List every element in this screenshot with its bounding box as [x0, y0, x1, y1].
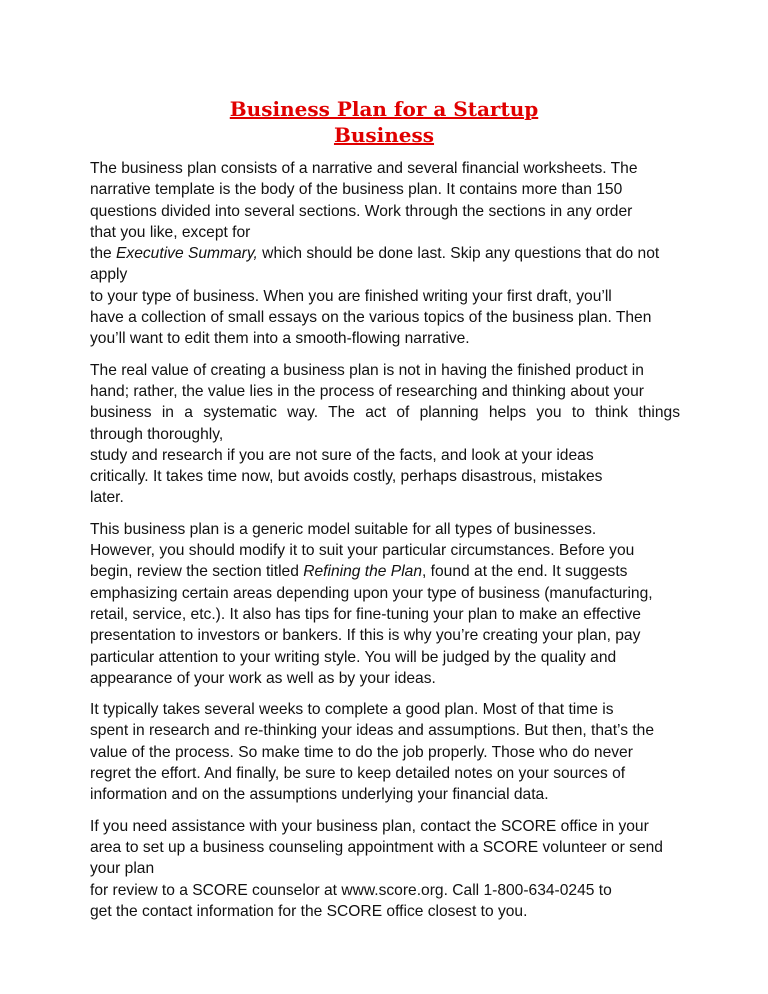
page-title [0, 96, 768, 148]
emphasis-executive-summary: Executive Summary, [116, 245, 258, 263]
document-body [90, 158, 680, 932]
text-run: , found at the end. It suggests [422, 563, 628, 581]
paragraph-line [90, 561, 680, 582]
paragraph-line: presentation to investors or bankers. If this is why you’re creating your plan, pay [90, 627, 641, 645]
paragraph-line [90, 243, 680, 264]
paragraph-line: narrative template is the body of the business plan. It contains more than 150 [90, 181, 623, 199]
paragraph-line: for review to a SCORE counselor at www.score.org. Call 1-800-634-0245 to [90, 881, 612, 899]
paragraph-3 [90, 519, 680, 689]
paragraph-line: value of the process. So make time to do the job properly. Those who do never [90, 743, 633, 761]
paragraph-line: This business plan is a generic model suitable for all types of businesses. [90, 520, 597, 538]
paragraph-1 [90, 158, 680, 350]
paragraph-line: If you need assistance with your business plan, contact the SCORE office in your [90, 817, 649, 835]
text-run: begin, review the section titled [90, 563, 304, 581]
paragraph-line: business in a systematic way. The act of planning helps you to think things [90, 404, 680, 422]
title-line-1: Business Plan for a Startup [229, 97, 539, 121]
paragraph-line: regret the effort. And finally, be sure to keep detailed notes on your sources of [90, 765, 626, 783]
paragraph-line: later. [90, 489, 124, 507]
paragraph-line: get the contact information for the SCORE office closest to you. [90, 902, 528, 920]
paragraph-line: hand; rather, the value lies in the process of researching and thinking about your [90, 382, 644, 400]
paragraph-line: study and research if you are not sure of the facts, and look at your ideas [90, 446, 594, 464]
paragraph-line: apply [90, 266, 128, 284]
paragraph-line: questions divided into several sections. Work through the sections in any order [90, 202, 633, 220]
text-run: the [90, 245, 117, 263]
paragraph-line: retail, service, etc.). It also has tips for fine-tuning your plan to make an effective [90, 605, 641, 623]
paragraph-line: area to set up a business counseling appointment with a SCORE volunteer or send [90, 838, 663, 856]
paragraph-line: The real value of creating a business plan is not in having the finished product in [90, 361, 644, 379]
paragraph-line: spent in research and re-thinking your ideas and assumptions. But then, that’s the [90, 722, 655, 740]
paragraph-4 [90, 699, 680, 805]
paragraph-line: particular attention to your writing style. You will be judged by the quality and [90, 648, 617, 666]
paragraph-line: have a collection of small essays on the various topics of the business plan. Then [90, 309, 652, 327]
paragraph-line: to your type of business. When you are finished writing your first draft, you’ll [90, 287, 612, 305]
paragraph-line: appearance of your work as well as by your ideas. [90, 669, 436, 687]
paragraph-2 [90, 360, 680, 509]
paragraph-line: The business plan consists of a narrative and several financial worksheets. The [90, 160, 638, 177]
paragraph-line: It typically takes several weeks to complete a good plan. Most of that time is [90, 701, 614, 719]
paragraph-line: emphasizing certain areas depending upon your type of business (manufacturing, [90, 584, 653, 602]
paragraph-line: However, you should modify it to suit your particular circumstances. Before you [90, 542, 635, 560]
title-line-2: Business [333, 123, 435, 147]
text-run: which should be done last. Skip any questions that do not [257, 245, 660, 263]
paragraph-line: that you like, except for [90, 223, 251, 241]
paragraph-5 [90, 816, 680, 922]
paragraph-line: your plan [90, 860, 155, 878]
emphasis-refining-the-plan: Refining the Plan [303, 563, 422, 581]
paragraph-line: critically. It takes time now, but avoids costly, perhaps disastrous, mistakes [90, 468, 603, 486]
paragraph-line: information and on the assumptions underlying your financial data. [90, 786, 549, 804]
paragraph-line: through thoroughly, [90, 425, 224, 443]
paragraph-line: you’ll want to edit them into a smooth-flowing narrative. [90, 330, 470, 348]
